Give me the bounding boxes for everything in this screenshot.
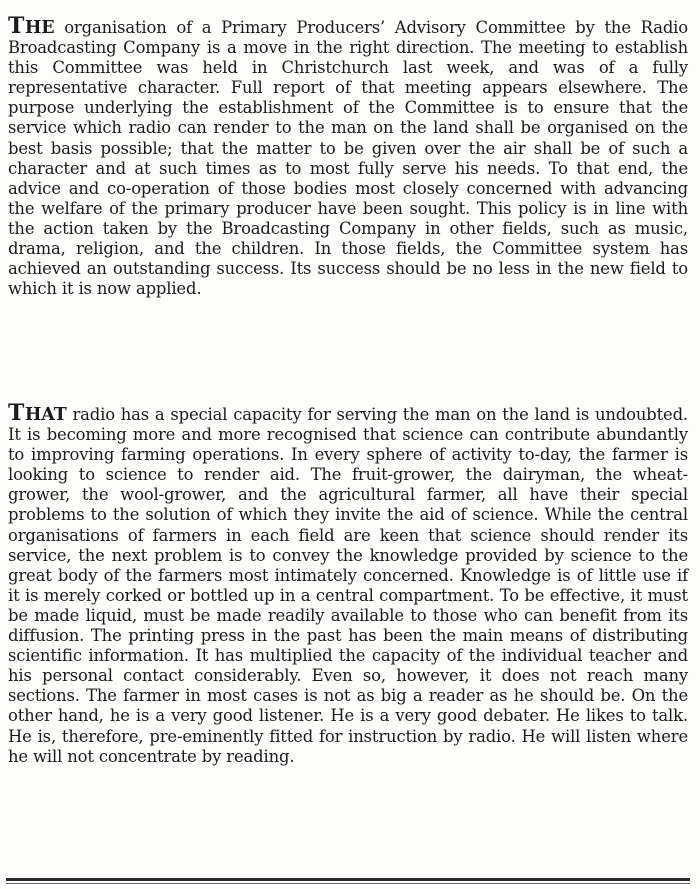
article-paragraph-1 [8,13,688,299]
bottom-rule-thin [6,883,690,884]
paragraph-body: organisation of a Primary Producers’ Advisory Committee by the Radio Broadcasting Company is a move in the right direction. The meeting to establish this Committee was held in Christchurch last week, and was of a fully representative character. Full report of that meeting appears elsewhere. The purpose underlying the establishment of the Committee is to ensure that the service which radio can render to the man on the land shall be organised on the best basis possible; that the matter to be given over the air shall be of such a character and at such times as to most fully serve his needs. To that end, the advice and co-operation of those bodies most closely concerned with advancing the welfare of the primary producer have been sought. This policy is in line with the action taken by the Broadcasting Company in other fields, such as music, drama, religion, and the children. In those fields, the Committee system has achieved an outstanding success. Its success should be no less in the new field to which it is now applied. [8,18,688,299]
drop-cap-letter: T [8,13,25,39]
drop-cap-letter: T [8,400,25,426]
lead-in-caps: HAT [24,405,67,425]
lead-in-caps: HE [24,18,55,38]
article-paragraph-2 [8,400,688,767]
bottom-rule [6,878,690,881]
paragraph-body: radio has a special capacity for serving the man on the land is undoubted. It is becoming more and more recognised that science can contribute abundantly to improving farming operations. In every sphere of activity to-day, the farmer is looking to science to render aid. The fruit-grower, the dairyman, the wheat-grower, the wool-grower, and the agricultural farmer, all have their special problems to the solution of which they invite the aid of science. While the central organisations of farmers in each field are keen that science should render its service, the next problem is to convey the knowledge provided by science to the great body of the farmers most intimately concerned. Knowledge is of little use if it is merely corked or bottled up in a central compartment. To be effective, it must be made liquid, must be made readily available to those who can benefit from its diffusion. The printing press in the past has been the main means of distributing scientific information. It has multiplied the capacity of the individual teacher and his personal contact considerably. Even so, however, it does not reach many sections. The farmer in most cases is not as big a reader as he should be. On the other hand, he is a very good listener. He is a very good debater. He likes to talk. He is, therefore, pre-eminently fitted for instruction by radio. He will listen where he will not concentrate by reading. [8,405,688,766]
